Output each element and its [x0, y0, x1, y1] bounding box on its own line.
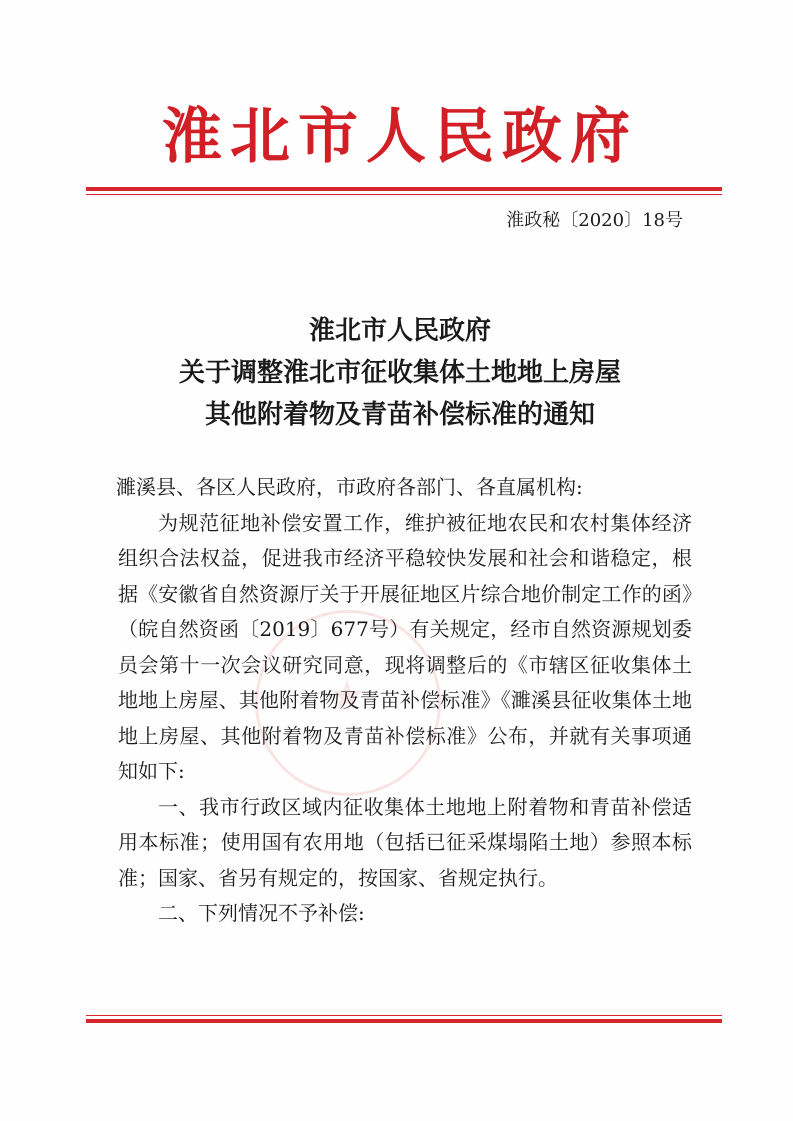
title-line-3: 其他附着物及青苗补偿标准的通知 — [204, 400, 595, 430]
document-title — [90, 310, 710, 436]
footer-red-rule-thin — [86, 1015, 722, 1016]
body-paragraph-1: 为规范征地补偿安置工作，维护被征地农民和农村集体经济组织合法权益，促进我市经济平稳较快发展和社会和谐稳定，根据《安徽省自然资源厅关于开展征地区片综合地价制定工作的函》（皖自然资函〔2019〕677号）有关规定，经市自然资源规划委员会第十一次会议研究同意，现将调整后的《市辖区征收集体土地地上房屋、其他附着物及青苗补偿标准》《濉溪县征收集体土地地上房屋、其他附着物及青苗补偿标准》公布，并就有关事项通知如下: — [118, 510, 692, 783]
body-paragraph-3: 二、下列情况不予补偿: — [158, 901, 365, 925]
document-number: 淮政秘〔2020〕18号 — [506, 210, 683, 231]
header-red-rule-thick — [86, 187, 722, 191]
body-paragraph-2: 一、我市行政区域内征收集体土地地上附着物和青苗补偿适用本标准；使用国有农用地（包括已征采煤塌陷土地）参照本标准；国家、省另有规定的，按国家、省规定执行。 — [118, 794, 692, 890]
salutation: 濉溪县、各区人民政府，市政府各部门、各直属机构: — [116, 475, 583, 499]
document-body — [118, 470, 692, 932]
issuer-masthead: 淮北市人民政府 — [162, 102, 638, 172]
footer-red-rule-thick — [86, 1019, 722, 1023]
title-line-1: 淮北市人民政府 — [308, 316, 491, 346]
title-line-2: 关于调整淮北市征收集体土地地上房屋 — [178, 358, 621, 388]
header-red-rule-thin — [86, 194, 722, 195]
